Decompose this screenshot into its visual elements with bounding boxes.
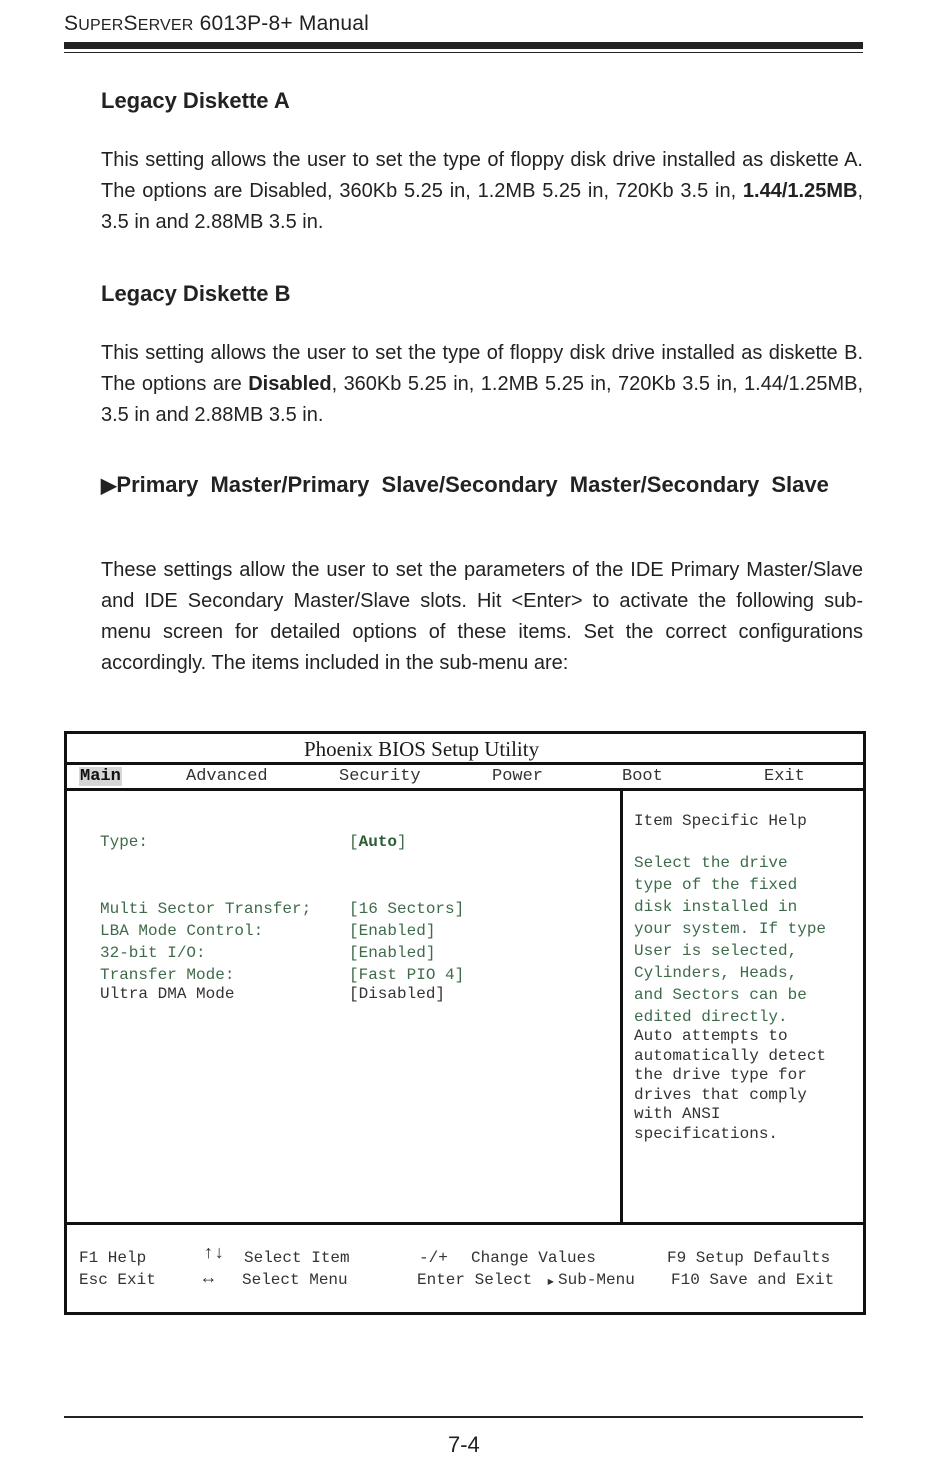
manual-title: SUPERSERVER 6013P-8+ Manual bbox=[64, 12, 369, 35]
key-select-menu: Select Menu bbox=[242, 1271, 348, 1289]
bios-screen bbox=[64, 731, 866, 1315]
page-number: 7-4 bbox=[448, 1432, 480, 1457]
submenu-arrow-icon: ▸ bbox=[546, 1273, 556, 1291]
bios-title-rule bbox=[67, 762, 863, 765]
bios-divider bbox=[620, 790, 623, 1224]
ultra-dma-value[interactable]: [Disabled] bbox=[349, 985, 446, 1003]
type-label: Type: bbox=[100, 833, 149, 851]
key-f1-help: F1 Help bbox=[79, 1249, 147, 1267]
paragraph-ide: These settings allow the user to set the parameters of the IDE Primary Master/Slave and IDE Secondary Master/Slave slots. Hit <Enter> to activate the following sub-menu screen for detailed options of these items. Set the correct configurations accordingly. The items included in the sub-menu are: bbox=[101, 559, 863, 674]
bios-footer-rule bbox=[67, 1222, 863, 1225]
menu-main[interactable]: Main bbox=[80, 767, 121, 786]
menu-boot[interactable]: Boot bbox=[622, 767, 663, 786]
heading-diskette-b: Legacy Diskette B bbox=[101, 281, 291, 306]
help-text: Select the drive type of the fixed disk installed in your system. If type User is selected, Cylinders, Heads, and Sectors can be edited directly. bbox=[634, 854, 827, 1026]
header-rule bbox=[64, 42, 863, 49]
bios-menu-rule bbox=[67, 788, 863, 791]
transfer-mode-value[interactable]: [Fast PIO 4] bbox=[349, 966, 465, 984]
help-text-auto: Auto attempts to automatically detect the drive type for drives that comply with ANSI specifications. bbox=[634, 1027, 827, 1143]
key-esc-exit: Esc Exit bbox=[79, 1271, 156, 1289]
paragraph-diskette-a: This setting allows the user to set the type of floppy disk drive installed as diskette A. The options are Disabled, 360Kb 5.25 in, 1.2MB 5.25 in, 720Kb 3.5 in, 1.44/1.25MB, 3.5 in and 2.88MB 3.5 in. bbox=[101, 149, 863, 233]
menu-advanced[interactable]: Advanced bbox=[186, 767, 268, 786]
lba-mode-label: LBA Mode Control: bbox=[100, 922, 264, 940]
ultra-dma-label: Ultra DMA Mode bbox=[100, 985, 235, 1003]
heading-diskette-a: Legacy Diskette A bbox=[101, 88, 290, 113]
left-right-arrow-icon: ↔ bbox=[203, 1269, 214, 1289]
key-f10-save: F10 Save and Exit bbox=[671, 1271, 835, 1289]
key-sub-menu: Sub-Menu bbox=[558, 1271, 635, 1289]
footer-rule bbox=[64, 1416, 863, 1418]
type-value[interactable]: [Auto] bbox=[349, 833, 407, 851]
menu-security[interactable]: Security bbox=[339, 767, 421, 786]
menu-exit[interactable]: Exit bbox=[764, 767, 805, 786]
header-rule-thin bbox=[64, 52, 863, 53]
menu-power[interactable]: Power bbox=[492, 767, 544, 786]
key-select-item: Select Item bbox=[244, 1249, 350, 1267]
heading-ide-drives: ▶Primary Master/Primary Slave/Secondary Master/Secondary Slave bbox=[101, 472, 829, 497]
multi-sector-label: Multi Sector Transfer; bbox=[100, 900, 312, 918]
paragraph-diskette-b: This setting allows the user to set the type of floppy disk drive installed as diskette B. The options are Disabled, 360Kb 5.25 in, 1.2MB 5.25 in, 720Kb 3.5 in, 1.44/1.25MB, 3.5 in and 2.88MB 3.5 in. bbox=[101, 342, 864, 426]
up-down-arrows-icon: ↑↓ bbox=[203, 1244, 225, 1264]
help-title: Item Specific Help bbox=[634, 812, 807, 830]
lba-mode-value[interactable]: [Enabled] bbox=[349, 922, 436, 940]
io-32bit-value[interactable]: [Enabled] bbox=[349, 944, 436, 962]
bios-title: Phoenix BIOS Setup Utility bbox=[304, 737, 540, 761]
triangle-icon: ▶ bbox=[101, 475, 117, 497]
key-enter-select: Enter Select bbox=[417, 1271, 533, 1289]
io-32bit-label: 32-bit I/O: bbox=[100, 944, 206, 962]
multi-sector-value[interactable]: [16 Sectors] bbox=[349, 900, 465, 918]
key-change: -/+ bbox=[419, 1249, 448, 1267]
key-change-values: Change Values bbox=[471, 1249, 596, 1267]
key-f9-defaults: F9 Setup Defaults bbox=[667, 1249, 831, 1267]
transfer-mode-label: Transfer Mode: bbox=[100, 966, 235, 984]
